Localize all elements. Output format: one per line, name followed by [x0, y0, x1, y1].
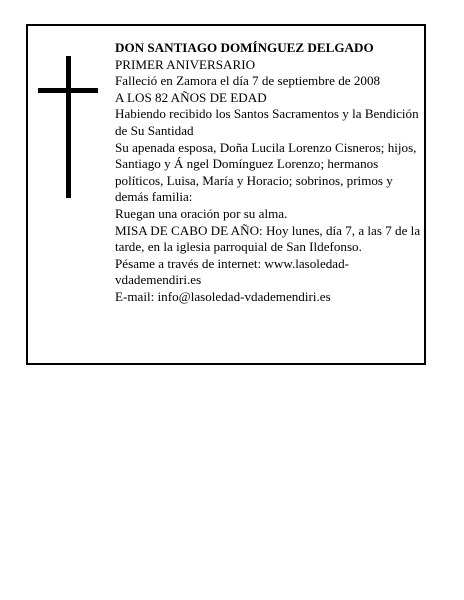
sacraments-line: Habiendo recibido los Santos Sacramentos y la Bendición de Su Santidad: [115, 106, 419, 138]
anniversary-heading: PRIMER ANIVERSARIO: [115, 56, 256, 72]
death-date-line: Falleció en Zamora el día 7 de septiembre de 2008: [115, 73, 381, 89]
notice-text-block: [115, 40, 423, 306]
cross-vertical-bar: [66, 56, 71, 198]
mass-details: MISA DE CABO DE AÑO: Hoy lunes, día 7, a las 7 de la tarde, en la iglesia parroquial de San Ildefonso.: [115, 222, 421, 255]
obituary-notice: [26, 24, 426, 365]
cross-icon: [38, 56, 98, 198]
condolences-website: Pésame a través de internet: www.lasoledad-vdademendiri.es: [115, 255, 350, 288]
prayer-request: Ruegan una oración por su alma.: [115, 205, 288, 221]
family-list: Su apenada esposa, Doña Lucila Lorenzo Cisneros; hijos, Santiago y Á ngel Domínguez Lorenzo; hermanos políticos, Luisa, María y Horacio; sobrinos, primos y demás familia:: [115, 139, 417, 205]
age-line: A LOS 82 AÑOS DE EDAD: [115, 89, 267, 105]
contact-email: E-mail: info@lasoledad-vdademendiri.es: [115, 288, 331, 304]
cross-horizontal-bar: [38, 88, 98, 93]
deceased-name: DON SANTIAGO DOMÍNGUEZ DELGADO: [115, 40, 374, 55]
